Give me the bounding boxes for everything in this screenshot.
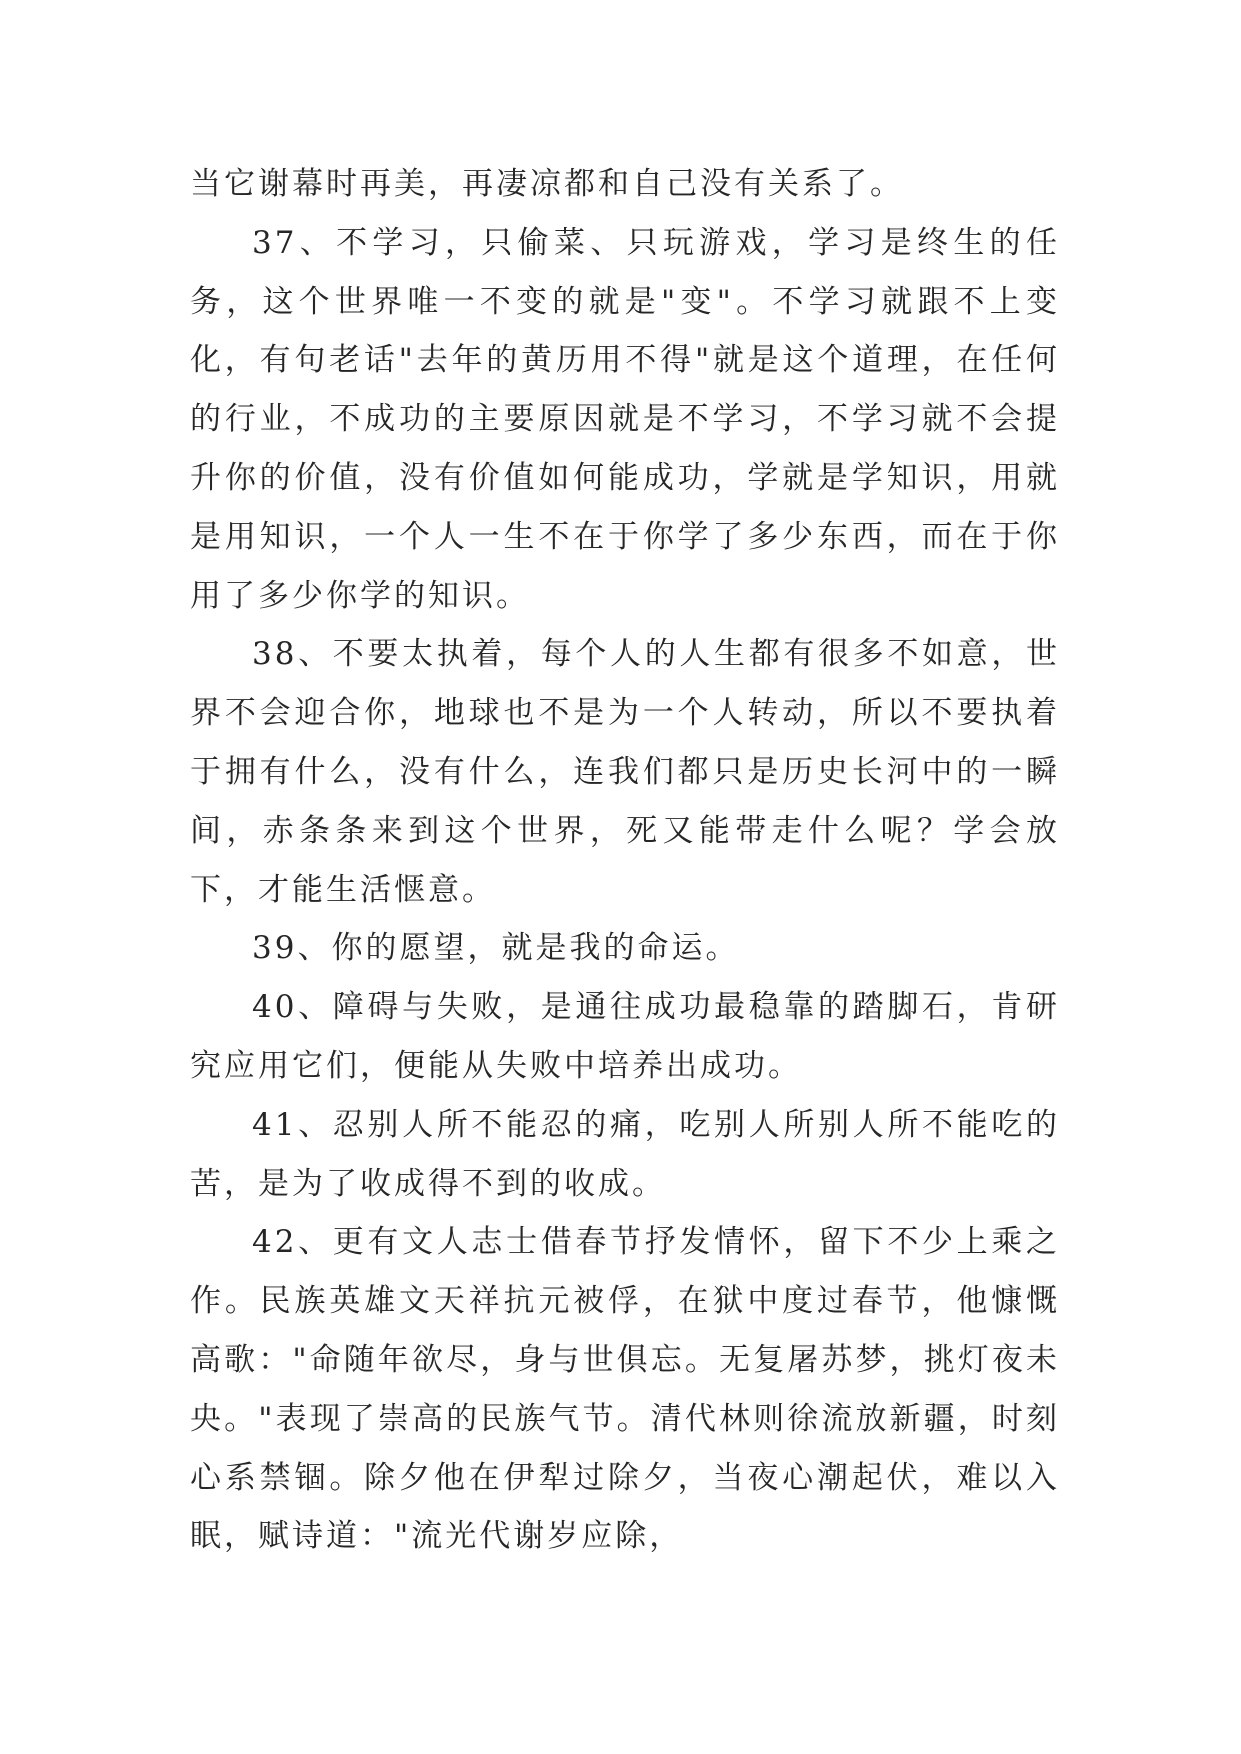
paragraph-40: 40、障碍与失败，是通往成功最稳靠的踏脚石，肯研究应用它们，便能从失败中培养出成功。 (190, 989, 1060, 1084)
paragraph-39: 39、你的愿望，就是我的命运。 (252, 930, 740, 967)
paragraph-38: 38、不要太执着，每个人的人生都有很多不如意，世界不会迎合你，地球也不是为一个人转动，所以不要执着于拥有什么，没有什么，连我们都只是历史长河中的一瞬间，赤条条来到这个世界，死又能带走什么呢？学会放下，才能生活惬意。 (190, 636, 1060, 908)
paragraph-41: 41、忍别人所不能忍的痛，吃别人所别人所不能吃的苦，是为了收成得不到的收成。 (190, 1106, 1060, 1202)
paragraph-42: 42、更有文人志士借春节抒发情怀，留下不少上乘之作。民族英雄文天祥抗元被俘，在狱中度过春节，他慷慨高歌："命随年欲尽，身与世俱忘。无复屠苏梦，挑灯夜未央。"表现了崇高的民族气节。清代林则徐流放新疆，时刻心系禁锢。除夕他在伊犁过除夕，当夜心潮起伏，难以入眠，赋诗道："流光代谢岁应除， (190, 1224, 1060, 1555)
paragraph-37: 37、不学习，只偷菜、只玩游戏，学习是终生的任务，这个世界唯一不变的就是"变"。不学习就跟不上变化，有句老话"去年的黄历用不得"就是这个道理，在任何的行业，不成功的主要原因就是不学习，不学习就不会提升你的价值，没有价值如何能成功，学就是学知识，用就是用知识，一个人一生不在于你学了多少东西，而在于你用了多少你学的知识。 (190, 224, 1060, 614)
paragraph-continuation: 当它谢幕时再美，再凄凉都和自己没有关系了。 (190, 166, 904, 202)
document-body (190, 155, 1060, 1566)
